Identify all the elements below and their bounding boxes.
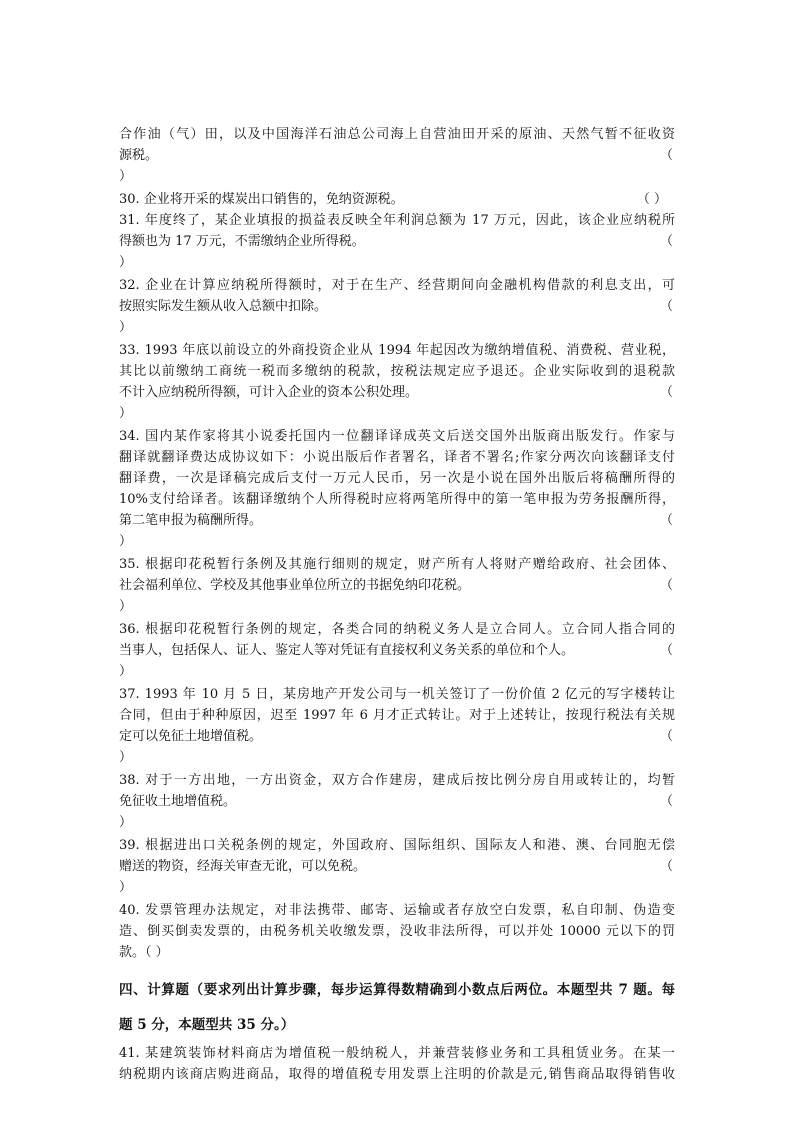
question-line: 10%支付给译者。该翻译缴纳个人所得税时应将两笔所得中的第一笔申报为劳务报酬所得， [119,492,675,507]
question-line: 赠送的物资，经海关审查无讹，可以免税。 （ [119,856,675,877]
answer-paren-open: （ [659,859,673,874]
question-line: 当事人，包括保人、证人、鉴定人等对凭证有直接权利义务关系的单位和个人。 （ [119,640,675,661]
answer-paren: （ ） [636,192,667,207]
answer-paren-close: ） [119,815,133,830]
answer-paren-close: ） [119,664,133,679]
answer-paren-open: （ [659,299,673,314]
question-line: 不计入应纳税所得额，可计入企业的资本公积处理。 （ [119,382,675,403]
question-line: 32. 企业在计算应纳税所得额时，对于在生产、经营期间向金融机构借款的利息支出，可 [119,278,675,293]
answer-paren-open: （ [659,794,673,809]
question-line: 翻译就翻译费达成协议如下：小说出版后作者署名，译者不署名;作家分两次向该翻译支付 [119,450,675,465]
question-line: 34. 国内某作家将其小说委托国内一位翻译译成英文后送交国外出版商出版发行。作家与 [119,429,675,444]
answer-paren-open: （ [659,513,673,528]
answer-paren-close: ） [119,320,133,335]
question-39 [119,835,675,898]
answer-paren-open: （ [659,643,673,658]
question-continuation [119,124,675,187]
question-line: 其比以前缴纳工商统一税而多缴纳的税款，按税法规定应予退还。企业实际收到的退税款 [119,364,675,379]
question-line: 纳税期内该商店购进商品，取得的增值税专用发票上注明的价款是元,销售商品取得销售收 [119,1067,675,1082]
answer-paren-open: （ [659,148,673,163]
answer-paren-close: ） [119,880,133,895]
question-line: 得额也为 17 万元，不需缴纳企业所得税。 （ [119,231,675,252]
question-30 [119,189,675,210]
question-line: 社会福利单位、学校及其他事业单位所立的书据免纳印花税。 （ [119,575,675,596]
answer-paren-close: ） [119,406,133,421]
answer-paren-close: ） [119,255,133,270]
question-line: 合作油（气）田，以及中国海洋石油总公司海上自营油田开采的原油、天然气暂不征收资 [119,127,675,142]
section-heading-line: 题 5 分，本题型共 35 分。） [119,1017,295,1033]
question-line: 37. 1993 年 10 月 5 日，某房地产开发公司与一机关签订了一份价值 2 亿元的写字楼转让 [119,687,675,702]
question-line: 35. 根据印花税暂行条例及其施行细则的规定，财产所有人将财产赠给政府、社会团体、 [119,557,675,572]
answer-paren-open: （ [659,234,673,249]
question-line: 免征收土地增值税。 （ [119,791,675,812]
question-38 [119,770,675,833]
answer-paren-close: ） [119,750,133,765]
question-line: 款。（ ） [119,945,169,960]
section-heading [119,973,675,1043]
document-body [119,124,675,1085]
question-line: 39. 根据进出口关税条例的规定，外国政府、国际组织、国际友人和港、澳、台同胞无偿 [119,838,675,853]
question-36 [119,619,675,682]
question-line: 翻译费，一次是译稿完成后支付一万元人民币，另一次是小说在国外出版后将稿酬所得的 [119,471,675,486]
answer-paren-open: （ [659,729,673,744]
answer-paren-close: ） [119,599,133,614]
answer-paren-open: （ [659,385,673,400]
question-34 [119,426,675,552]
question-line: 30. 企业将开采的煤炭出口销售的，免纳资源税。 （ ） [119,189,675,210]
question-41 [119,1043,675,1085]
question-line: 定可以免征土地增值税。 （ [119,726,675,747]
question-37 [119,684,675,768]
answer-paren-close: ） [119,534,133,549]
section-heading-line: 四、计算题（要求列出计算步骤，每步运算得数精确到小数点后两位。本题型共 7 题。每 [119,982,675,998]
question-35 [119,554,675,617]
question-line: 33. 1993 年底以前设立的外商投资企业从 1994 年起因改为缴纳增值税、消费税、营业税， [119,343,675,358]
answer-paren-open: （ [659,578,673,593]
question-line: 源税。 （ [119,145,675,166]
question-line: 31. 年度终了，某企业填报的损益表反映全年利润总额为 17 万元，因此，该企业应纳税所 [119,213,675,228]
question-40 [119,900,675,963]
question-line: 第二笔申报为稿酬所得。 （ [119,510,675,531]
question-line: 40. 发票管理办法规定，对非法携带、邮寄、运输或者存放空白发票，私自印制、伪造变 [119,903,675,918]
question-line: 38. 对于一方出地，一方出资金，双方合作建房，建成后按比例分房自用或转让的，均暂 [119,773,675,788]
question-line: 41. 某建筑装饰材料商店为增值税一般纳税人，并兼营装修业务和工具租赁业务。在某一 [119,1046,675,1061]
question-31 [119,210,675,273]
question-33 [119,340,675,424]
answer-paren-close: ） [119,169,133,184]
question-line: 按照实际发生额从收入总额中扣除。 （ [119,296,675,317]
question-line: 合同，但由于种种原因，迟至 1997 年 6 月才正式转让。对于上述转让，按现行税法有关规 [119,708,675,723]
question-32 [119,275,675,338]
question-line: 36. 根据印花税暂行条例的规定，各类合同的纳税义务人是立合同人。立合同人指合同的 [119,622,675,637]
question-line: 造、倒买倒卖发票的，由税务机关收缴发票，没收非法所得，可以并处 10000 元以下的罚 [119,924,675,939]
